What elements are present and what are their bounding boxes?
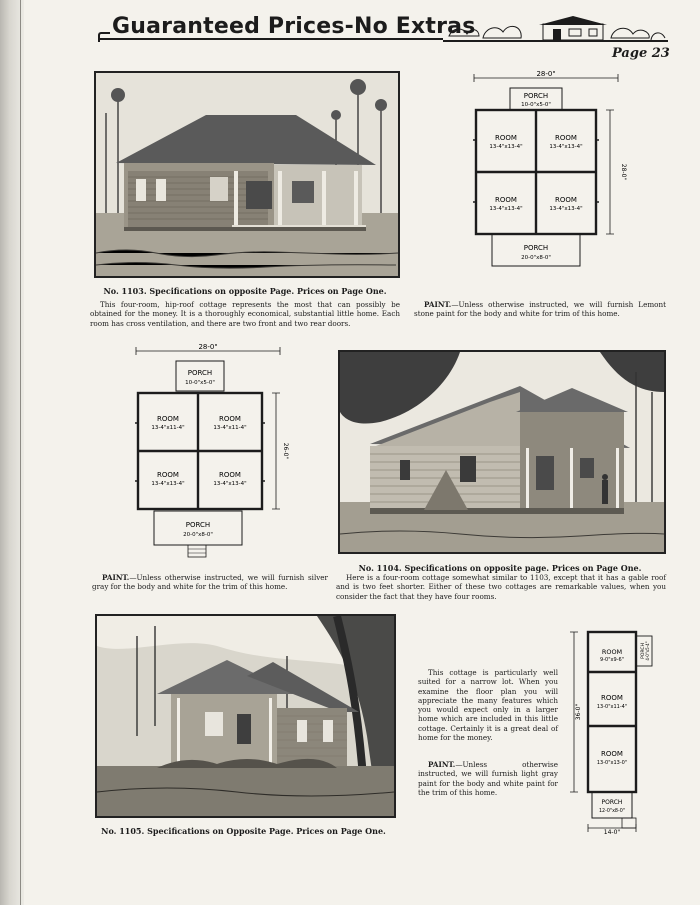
- house-1103-description: This four-room, hip-roof cottage represents the most that can possibly be obtained for the money. It is a thoroughly economical, substantial little home. Each room has cross ventilation, and there are two front and two rear doors.: [90, 300, 400, 328]
- house-1105-caption: No. 1105. Specifications on Opposite Page. Prices on Page One.: [101, 826, 386, 836]
- plan-room-label: ROOM: [601, 648, 623, 656]
- plan-room-size: 13-4"x13-4": [151, 481, 185, 487]
- plan-front-porch-size: 10-0"x5-0": [521, 102, 551, 108]
- house-1103-caption: No. 1103. Specifications on opposite Page. Prices on Page One.: [103, 286, 387, 296]
- plan-room-size: 13-0"x13-0": [596, 760, 628, 766]
- plan-room-size: 13-4"x11-4": [213, 425, 247, 431]
- house-1105-photo: [95, 614, 396, 818]
- plan-rear-porch-label: PORCH: [523, 244, 549, 252]
- house-1104-photo: [338, 350, 666, 554]
- plan-room-label: ROOM: [219, 471, 241, 479]
- plan-room-label: ROOM: [157, 415, 179, 423]
- page-title: Guaranteed Prices-No Extras: [112, 14, 476, 39]
- plan-overall-width: 28-0": [536, 70, 556, 78]
- house-1105-description: This cottage is particularly well suited for a narrow lot. When you examine the floor plan you will appreciate the many features which you would expect only in a larger home which are included in this little cottage. Certainly it is a great deal of home for the money.: [418, 668, 558, 743]
- plan-room-size: 9-0"x9-6": [600, 657, 624, 663]
- house-1103-photo: [94, 71, 400, 278]
- plan-overall-depth: 26-0": [282, 442, 289, 460]
- header-rule-hook: [98, 32, 110, 42]
- plan-rear-porch-label: PORCH: [185, 521, 211, 529]
- plan-room-label: ROOM: [555, 196, 577, 204]
- plan-room-size: 13-4"x13-4": [489, 144, 523, 150]
- plan-side-porch-size: 4-0"x5-4": [645, 641, 650, 661]
- house-1104-floor-plan: [132, 343, 292, 561]
- plan-side-porch-label: PORCH: [641, 643, 646, 659]
- page-number: Page 23: [612, 46, 670, 61]
- plan-room-size: 13-4"x13-4": [549, 206, 583, 212]
- page-header: [98, 12, 668, 50]
- plan-room-size: 13-0"x11-4": [596, 704, 628, 710]
- plan-room-label: ROOM: [601, 750, 623, 758]
- header-house-vignette: [443, 14, 668, 44]
- plan-room-size: 13-4"x13-4": [549, 144, 583, 150]
- plan-room-label: ROOM: [157, 471, 179, 479]
- plan-front-porch-label: PORCH: [187, 369, 213, 377]
- plan-overall-width: 14-0": [603, 829, 621, 836]
- plan-room-label: ROOM: [219, 415, 241, 423]
- plan-room-label: ROOM: [495, 196, 517, 204]
- plan-rear-porch-size: 12-0"x8-0": [599, 809, 625, 814]
- plan-room-size: 13-4"x11-4": [151, 425, 185, 431]
- house-1105-floor-plan: [568, 628, 668, 836]
- house-1103-paint-note: PAINT.—Unless otherwise instructed, we will furnish Lemont stone paint for the body and white for trim of this home.: [414, 300, 666, 319]
- plan-room-size: 13-4"x13-4": [489, 206, 523, 212]
- plan-room-size: 13-4"x13-4": [213, 481, 247, 487]
- house-1104-paint-note: PAINT.—Unless otherwise instructed, we will furnish silver gray for the body and white for the trim of this home.: [92, 573, 328, 592]
- house-1104-caption: No. 1104. Specifications on opposite page. Prices on Page One.: [358, 563, 642, 573]
- plan-overall-depth: 36-0": [575, 703, 582, 721]
- house-1105-paint-note: PAINT.—Unless otherwise instructed, we will furnish light gray paint for the body and white paint for the trim of this home.: [418, 760, 558, 797]
- house-1103-floor-plan: [470, 70, 630, 275]
- house-1104-description: Here is a four-room cottage somewhat similar to 1103, except that it has a gable roof and is two feet shorter. Either of these two cottages are remarkable values, when you consider the fact that they have four rooms.: [336, 573, 666, 601]
- plan-room-label: ROOM: [555, 134, 577, 142]
- plan-overall-depth: 28-0": [620, 163, 627, 181]
- plan-room-label: ROOM: [495, 134, 517, 142]
- plan-rear-porch-size: 20-0"x8-0": [521, 255, 551, 261]
- plan-overall-width: 28-0": [198, 343, 218, 351]
- plan-front-porch-size: 10-0"x5-0": [185, 380, 215, 386]
- plan-room-label: ROOM: [601, 694, 623, 702]
- binding-edge: [20, 0, 21, 905]
- plan-front-porch-label: PORCH: [523, 92, 549, 100]
- plan-rear-porch-size: 20-0"x8-0": [183, 532, 213, 538]
- plan-rear-porch-label: PORCH: [601, 799, 623, 806]
